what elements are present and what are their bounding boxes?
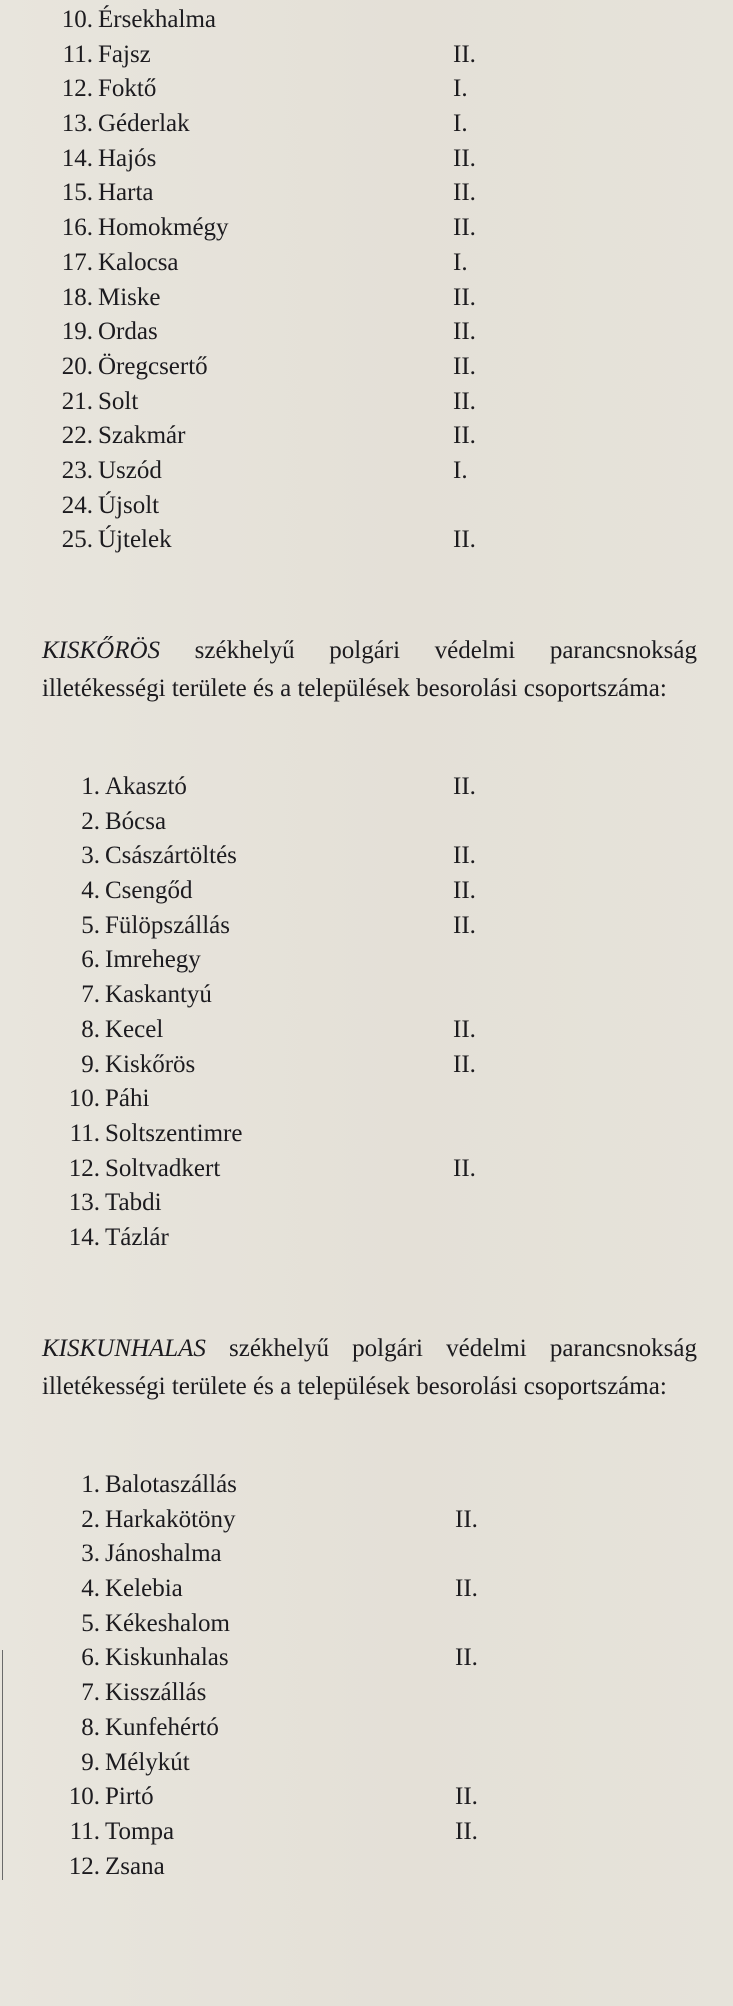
list-item <box>0 1186 733 1221</box>
kiskunhalas-settlement-list <box>0 1468 733 1884</box>
settlement-name: Kaskantyú <box>105 981 212 1009</box>
item-number: 3. <box>81 1540 100 1568</box>
item-number: 14. <box>61 144 93 172</box>
kiskoros-seat-name: KISKŐRÖS <box>42 637 161 664</box>
list-item <box>0 1850 733 1885</box>
group-number: I. <box>453 456 468 484</box>
list-item <box>0 523 733 558</box>
group-number: II. <box>453 318 476 346</box>
group-number: II. <box>453 842 476 870</box>
group-number: II. <box>455 1575 478 1603</box>
settlement-name: Kunfehértó <box>105 1713 219 1741</box>
item-number: 11. <box>69 1119 100 1147</box>
item-number: 1. <box>81 1471 100 1498</box>
list-item <box>0 1048 733 1083</box>
item-number: 2. <box>81 807 100 835</box>
settlement-name: Ordas <box>98 318 158 346</box>
item-number: 10. <box>68 1085 100 1113</box>
item-number: 3. <box>81 842 100 870</box>
settlement-name: Újsolt <box>98 491 160 519</box>
group-number: II. <box>455 1783 478 1811</box>
settlement-name: Kisszállás <box>105 1679 207 1707</box>
group-number: II. <box>453 1050 476 1078</box>
settlement-name: Bócsa <box>105 807 167 835</box>
item-number: 23. <box>61 456 93 484</box>
group-number: II. <box>453 214 476 242</box>
list-item <box>0 176 733 211</box>
settlement-name: Fülöpszállás <box>105 911 230 939</box>
item-number: 4. <box>81 877 100 905</box>
list-item <box>0 1013 733 1048</box>
settlement-name: Solt <box>98 387 139 415</box>
settlement-name: Kékeshalom <box>105 1609 230 1637</box>
group-number: II. <box>453 877 476 905</box>
group-number: II. <box>453 387 476 415</box>
item-number: 10. <box>61 6 93 33</box>
settlement-name: Pirtó <box>105 1783 154 1811</box>
group-number: II. <box>453 773 476 800</box>
list-item <box>0 385 733 420</box>
group-number: II. <box>453 283 476 311</box>
list-item <box>0 943 733 978</box>
group-number: II. <box>453 422 476 450</box>
list-item <box>0 805 733 840</box>
item-number: 12. <box>61 75 93 103</box>
group-number: II. <box>455 1817 478 1845</box>
group-number: II. <box>453 352 476 380</box>
kiskunhalas-heading-paragraph <box>42 1330 697 1406</box>
settlement-name: Akasztó <box>105 773 187 800</box>
list-item <box>0 1117 733 1152</box>
item-number: 5. <box>81 911 100 939</box>
list-item <box>0 1221 733 1256</box>
item-number: 2. <box>81 1505 100 1533</box>
list-item <box>0 38 733 73</box>
settlement-name: Szakmár <box>98 422 186 450</box>
item-number: 1. <box>81 773 100 800</box>
list-item <box>0 281 733 316</box>
list-item <box>0 3 733 38</box>
group-number: I. <box>453 75 468 103</box>
list-item <box>0 1641 733 1676</box>
settlement-name: Tompa <box>105 1817 175 1845</box>
settlement-name: Hajós <box>98 144 157 172</box>
group-number: II. <box>453 1015 476 1043</box>
item-number: 9. <box>81 1050 100 1078</box>
list-item <box>0 1468 733 1503</box>
group-number: I. <box>453 110 468 138</box>
list-item <box>0 211 733 246</box>
item-number: 13. <box>61 110 93 138</box>
list-item <box>0 1503 733 1538</box>
list-item <box>0 1082 733 1117</box>
item-number: 11. <box>62 40 93 68</box>
item-number: 22. <box>61 422 93 450</box>
list-item <box>0 489 733 524</box>
item-number: 6. <box>81 946 100 974</box>
item-number: 8. <box>81 1015 100 1043</box>
settlement-name: Csengőd <box>105 877 193 905</box>
settlement-name: Zsana <box>105 1852 165 1880</box>
item-number: 11. <box>69 1817 100 1845</box>
settlement-name: Mélykút <box>105 1748 190 1776</box>
item-number: 20. <box>61 352 93 380</box>
group-number: II. <box>453 40 476 68</box>
settlement-name: Miske <box>98 283 161 311</box>
group-number: II. <box>455 1644 478 1672</box>
item-number: 14. <box>68 1223 100 1251</box>
settlement-name: Harkakötöny <box>105 1505 236 1533</box>
settlement-name: Jánoshalma <box>105 1540 222 1568</box>
item-number: 7. <box>81 981 100 1009</box>
kiskoros-settlement-list <box>0 770 733 1256</box>
list-item <box>0 1711 733 1746</box>
item-number: 15. <box>61 179 93 207</box>
item-number: 12. <box>68 1852 100 1880</box>
settlement-name: Öregcsertő <box>98 352 208 380</box>
group-number: II. <box>453 144 476 172</box>
group-number: II. <box>455 1505 478 1533</box>
settlement-name: Homokmégy <box>98 214 229 242</box>
list-item <box>0 1815 733 1850</box>
settlement-name: Fajsz <box>98 40 151 68</box>
settlement-name: Kiskőrös <box>105 1050 196 1078</box>
item-number: 24. <box>61 491 93 519</box>
list-item <box>0 1152 733 1187</box>
settlement-name: Kecel <box>105 1015 164 1043</box>
list-item <box>0 72 733 107</box>
list-item <box>0 246 733 281</box>
list-item <box>0 350 733 385</box>
item-number: 12. <box>68 1154 100 1182</box>
settlement-name: Géderlak <box>98 110 190 138</box>
list-item <box>0 839 733 874</box>
item-number: 7. <box>81 1679 100 1707</box>
group-number: II. <box>453 911 476 939</box>
group-number: II. <box>453 526 476 554</box>
item-number: 18. <box>61 283 93 311</box>
list-item <box>0 1780 733 1815</box>
list-item <box>0 1746 733 1781</box>
settlement-name: Balotaszállás <box>105 1471 237 1498</box>
item-number: 8. <box>81 1713 100 1741</box>
group-number: I. <box>453 248 468 276</box>
item-number: 21. <box>61 387 93 415</box>
list-item <box>0 978 733 1013</box>
settlement-name: Páhi <box>105 1085 150 1113</box>
settlement-name: Érsekhalma <box>98 6 217 33</box>
item-number: 9. <box>81 1748 100 1776</box>
list-item <box>0 874 733 909</box>
list-item <box>0 315 733 350</box>
item-number: 4. <box>81 1575 100 1603</box>
list-item <box>0 1607 733 1642</box>
item-number: 17. <box>61 248 93 276</box>
group-number: II. <box>453 1154 476 1182</box>
list-item <box>0 419 733 454</box>
item-number: 13. <box>68 1189 100 1217</box>
item-number: 25. <box>61 526 93 554</box>
item-number: 10. <box>68 1783 100 1811</box>
kiskunhalas-seat-name: KISKUNHALAS <box>42 1335 206 1362</box>
group-number: II. <box>453 179 476 207</box>
item-number: 19. <box>61 318 93 346</box>
kiskoros-description: székhelyű polgári védelmi parancsnokság illetékességi területe és a települések besorolási csoportszáma: <box>42 637 697 702</box>
item-number: 5. <box>81 1609 100 1637</box>
settlement-name: Soltvadkert <box>105 1154 221 1182</box>
settlement-name: Foktő <box>98 75 157 103</box>
settlement-name: Császártöltés <box>105 842 237 870</box>
settlement-name: Tázlár <box>105 1223 169 1251</box>
settlement-name: Kiskunhalas <box>105 1644 229 1672</box>
settlement-name: Újtelek <box>98 526 172 554</box>
list-item <box>0 142 733 177</box>
kiskunhalas-description: székhelyű polgári védelmi parancsnokság illetékességi területe és a települések besorolási csoportszáma: <box>42 1335 697 1400</box>
list-item <box>0 909 733 944</box>
kiskoros-heading-paragraph <box>42 632 697 708</box>
settlement-name: Harta <box>98 179 154 207</box>
list-item <box>0 454 733 489</box>
settlement-name: Soltszentimre <box>105 1119 243 1147</box>
settlement-name: Tabdi <box>105 1189 162 1217</box>
list-item <box>0 1537 733 1572</box>
item-number: 16. <box>61 214 93 242</box>
list-item <box>0 107 733 142</box>
item-number: 6. <box>81 1644 100 1672</box>
settlement-list-continued <box>0 3 733 558</box>
settlement-name: Imrehegy <box>105 946 201 974</box>
list-item <box>0 1572 733 1607</box>
settlement-name: Kelebia <box>105 1575 183 1603</box>
list-item <box>0 1676 733 1711</box>
list-item <box>0 770 733 805</box>
settlement-name: Uszód <box>98 456 162 484</box>
settlement-name: Kalocsa <box>98 248 179 276</box>
